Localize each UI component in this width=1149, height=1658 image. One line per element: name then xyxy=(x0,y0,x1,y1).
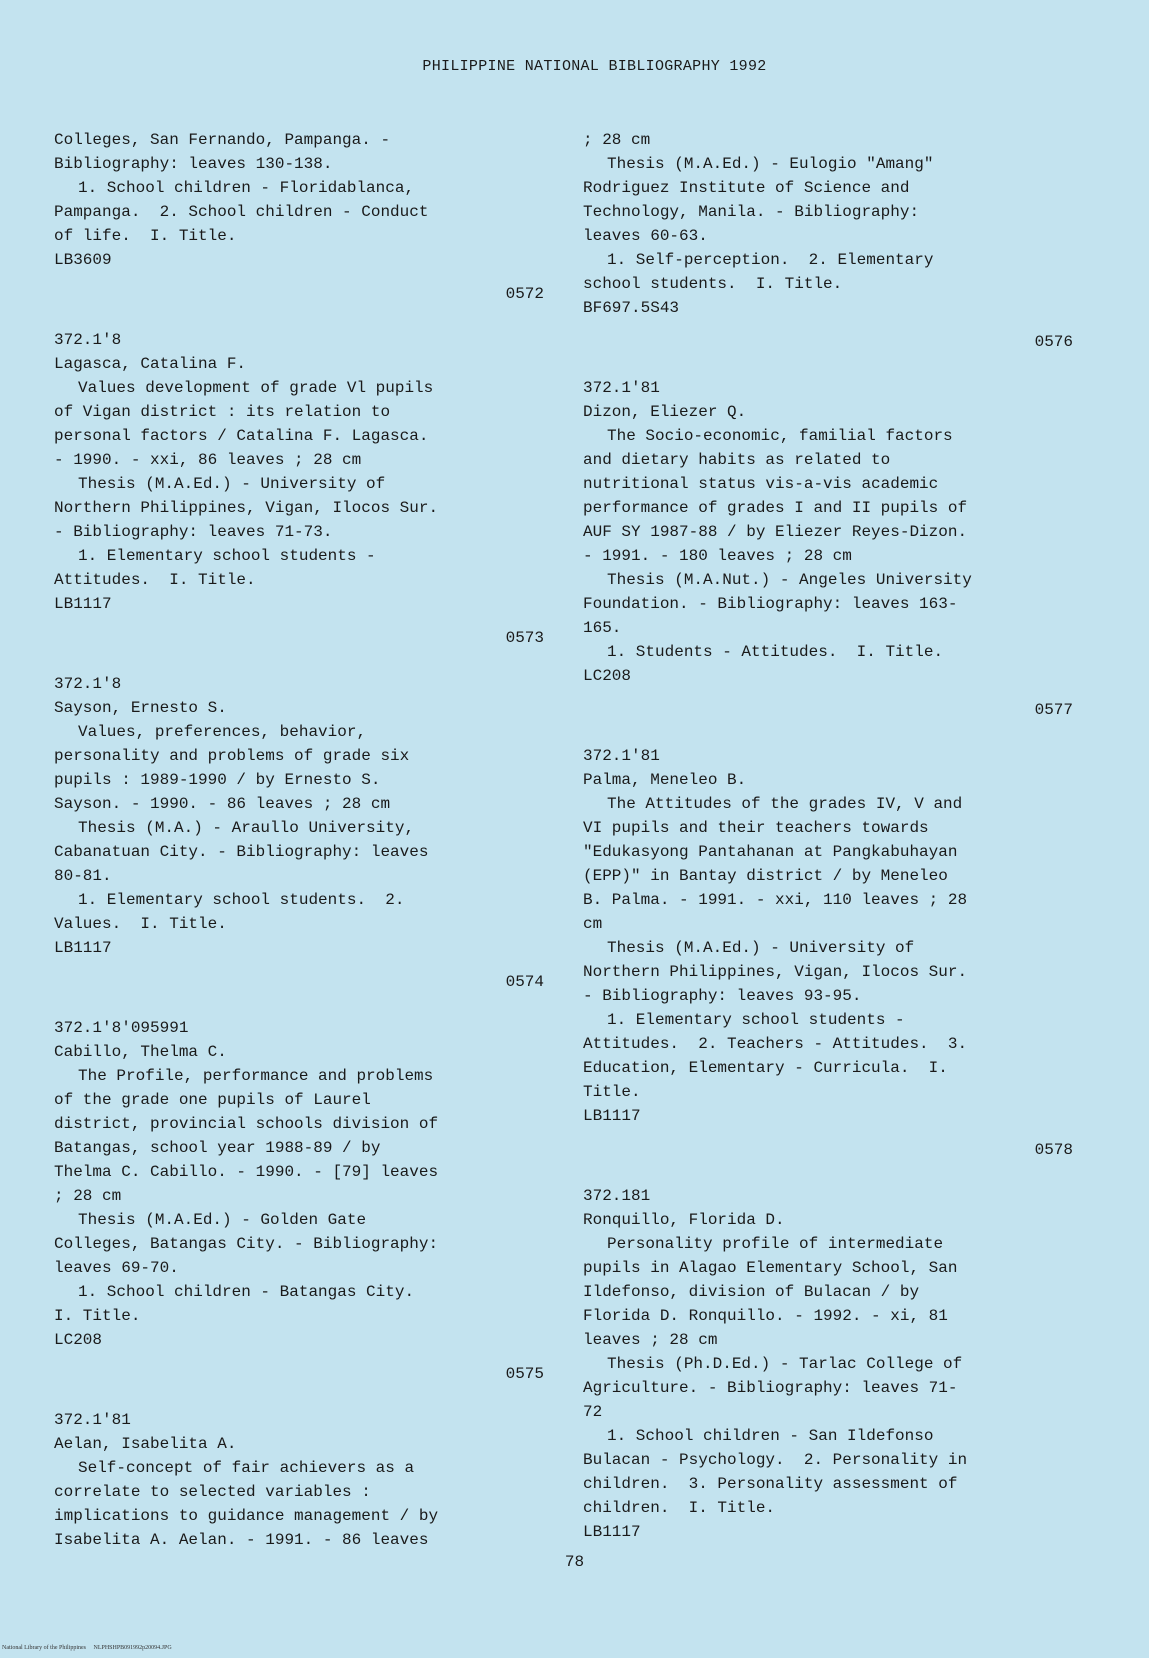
title-line: Sayson. - 1990. - 86 leaves ; 28 cm xyxy=(54,795,391,813)
call-number: LB1117 xyxy=(54,595,112,613)
subject-line: 1. School children - Floridablanca, xyxy=(78,179,415,197)
page-header: PHILIPPINE NATIONAL BIBLIOGRAPHY 1992 xyxy=(422,58,767,75)
call-number: LB1117 xyxy=(583,1523,641,1541)
title-line: of the grade one pupils of Laurel xyxy=(54,1091,371,1109)
title-line: and dietary habits as related to xyxy=(583,451,891,469)
note-line: leaves 60-63. xyxy=(583,227,708,245)
title-line: pupils : 1989-1990 / by Ernesto S. xyxy=(54,771,381,789)
entry-number: 0576 xyxy=(1034,333,1073,351)
left-column xyxy=(54,128,544,1552)
title-line: personality and problems of grade six xyxy=(54,747,410,765)
entry-line: Bibliography: leaves 130-138. xyxy=(54,155,333,173)
title-line: correlate to selected variables : xyxy=(54,1483,371,1501)
title-line: B. Palma. - 1991. - xxi, 110 leaves ; 28 xyxy=(583,891,968,909)
call-number: LB1117 xyxy=(54,939,112,957)
entry-0575-head xyxy=(54,1408,544,1552)
subject-line: children. I. Title. xyxy=(583,1499,776,1517)
right-column xyxy=(583,128,1073,1544)
author: Sayson, Ernesto S. xyxy=(54,699,227,717)
subject-line: Title. xyxy=(583,1083,641,1101)
call-number: LB1117 xyxy=(583,1107,641,1125)
entry-0576 xyxy=(583,376,1073,722)
title-line: VI pupils and their teachers towards xyxy=(583,819,929,837)
title-line: The Socio-economic, familial factors xyxy=(607,427,953,445)
subject-line: 1. School children - Batangas City. xyxy=(78,1283,415,1301)
call-number: LC208 xyxy=(583,667,632,685)
entry-number: 0572 xyxy=(505,285,544,303)
entry-0578 xyxy=(583,1184,1073,1544)
title-line: personal factors / Catalina F. Lagasca. xyxy=(54,427,429,445)
subject-line: of life. I. Title. xyxy=(54,227,237,245)
title-line: leaves ; 28 cm xyxy=(583,1331,718,1349)
call-number: LB3609 xyxy=(54,251,112,269)
classification-number: 372.1'8 xyxy=(54,675,122,693)
title-line: - 1990. - xxi, 86 leaves ; 28 cm xyxy=(54,451,362,469)
entry-0573 xyxy=(54,672,544,994)
entry-number: 0578 xyxy=(1034,1141,1073,1159)
title-line: ; 28 cm xyxy=(54,1187,122,1205)
footer-credit: National Library of the Philippines NLPHSHPB091992p20094.JPG xyxy=(2,1645,172,1651)
title-line: - 1991. - 180 leaves ; 28 cm xyxy=(583,547,852,565)
note-line: Northern Philippines, Vigan, Ilocos Sur. xyxy=(583,963,968,981)
author: Palma, Meneleo B. xyxy=(583,771,747,789)
classification-number: 372.1'81 xyxy=(583,747,660,765)
classification-number: 372.1'81 xyxy=(54,1411,131,1429)
title-line: Batangas, school year 1988-89 / by xyxy=(54,1139,381,1157)
title-line: district, provincial schools division of xyxy=(54,1115,439,1133)
entry-0574 xyxy=(54,1016,544,1386)
classification-number: 372.1'81 xyxy=(583,379,660,397)
subject-line: 1. Elementary school students - xyxy=(607,1011,905,1029)
note-line: Thesis (M.A.Ed.) - Eulogio "Amang" xyxy=(607,155,934,173)
note-line: Foundation. - Bibliography: leaves 163- xyxy=(583,595,958,613)
page-number: 78 xyxy=(564,1553,585,1571)
classification-number: 372.1'8'095991 xyxy=(54,1019,189,1037)
note-line: Thesis (M.A.Ed.) - University of xyxy=(78,475,386,493)
entry-line: Colleges, San Fernando, Pampanga. - xyxy=(54,131,391,149)
subject-line: Pampanga. 2. School children - Conduct xyxy=(54,203,429,221)
entry-line: ; 28 cm xyxy=(583,131,651,149)
entry-number: 0573 xyxy=(505,629,544,647)
subject-line: I. Title. xyxy=(54,1307,141,1325)
subject-line: Bulacan - Psychology. 2. Personality in xyxy=(583,1451,968,1469)
title-line: Isabelita A. Aelan. - 1991. - 86 leaves xyxy=(54,1531,429,1549)
call-number: BF697.5S43 xyxy=(583,299,680,317)
note-line: Northern Philippines, Vigan, Ilocos Sur. xyxy=(54,499,439,517)
note-line: - Bibliography: leaves 71-73. xyxy=(54,523,333,541)
note-line: Technology, Manila. - Bibliography: xyxy=(583,203,920,221)
note-line: Thesis (M.A.) - Araullo University, xyxy=(78,819,415,837)
entry-0571-tail xyxy=(54,128,544,306)
note-line: leaves 69-70. xyxy=(54,1259,179,1277)
title-line: "Edukasyong Pantahanan at Pangkabuhayan xyxy=(583,843,958,861)
entry-0572 xyxy=(54,328,544,650)
author: Ronquillo, Florida D. xyxy=(583,1211,785,1229)
title-line: The Profile, performance and problems xyxy=(78,1067,434,1085)
title-line: The Attitudes of the grades IV, V and xyxy=(607,795,963,813)
title-line: Ildefonso, division of Bulacan / by xyxy=(583,1283,920,1301)
subject-line: school students. I. Title. xyxy=(583,275,843,293)
title-line: nutritional status vis-a-vis academic xyxy=(583,475,939,493)
classification-number: 372.181 xyxy=(583,1187,651,1205)
note-line: - Bibliography: leaves 93-95. xyxy=(583,987,862,1005)
note-line: Colleges, Batangas City. - Bibliography: xyxy=(54,1235,439,1253)
subject-line: Education, Elementary - Curricula. I. xyxy=(583,1059,948,1077)
author: Aelan, Isabelita A. xyxy=(54,1435,237,1453)
title-line: Personality profile of intermediate xyxy=(607,1235,944,1253)
entry-number: 0577 xyxy=(1034,701,1073,719)
note-line: Rodriguez Institute of Science and xyxy=(583,179,910,197)
note-line: 80-81. xyxy=(54,867,112,885)
subject-line: 1. Self-perception. 2. Elementary xyxy=(607,251,934,269)
note-line: Agriculture. - Bibliography: leaves 71- xyxy=(583,1379,958,1397)
call-number: LC208 xyxy=(54,1331,103,1349)
note-line: Thesis (Ph.D.Ed.) - Tarlac College of xyxy=(607,1355,963,1373)
note-line: 165. xyxy=(583,619,622,637)
note-line: 72 xyxy=(583,1403,603,1421)
subject-line: children. 3. Personality assessment of xyxy=(583,1475,958,1493)
title-line: Florida D. Ronquillo. - 1992. - xi, 81 xyxy=(583,1307,948,1325)
entry-0575-tail xyxy=(583,128,1073,354)
title-line: cm xyxy=(583,915,603,933)
subject-line: Attitudes. 2. Teachers - Attitudes. 3. xyxy=(583,1035,968,1053)
title-line: Self-concept of fair achievers as a xyxy=(78,1459,415,1477)
subject-line: 1. Students - Attitudes. I. Title. xyxy=(607,643,944,661)
subject-line: 1. Elementary school students. 2. xyxy=(78,891,405,909)
subject-line: 1. Elementary school students - xyxy=(78,547,376,565)
title-line: Values development of grade Vl pupils xyxy=(78,379,434,397)
note-line: Thesis (M.A.Ed.) - Golden Gate xyxy=(78,1211,367,1229)
title-line: Thelma C. Cabillo. - 1990. - [79] leaves xyxy=(54,1163,439,1181)
entry-0577 xyxy=(583,744,1073,1162)
subject-line: Attitudes. I. Title. xyxy=(54,571,256,589)
subject-line: Values. I. Title. xyxy=(54,915,227,933)
note-line: Thesis (M.A.Ed.) - University of xyxy=(607,939,915,957)
title-line: of Vigan district : its relation to xyxy=(54,403,391,421)
title-line: pupils in Alagao Elementary School, San xyxy=(583,1259,958,1277)
entry-number: 0575 xyxy=(505,1365,544,1383)
author: Dizon, Eliezer Q. xyxy=(583,403,747,421)
author: Lagasca, Catalina F. xyxy=(54,355,247,373)
author: Cabillo, Thelma C. xyxy=(54,1043,227,1061)
title-line: Values, preferences, behavior, xyxy=(78,723,367,741)
classification-number: 372.1'8 xyxy=(54,331,122,349)
entry-number: 0574 xyxy=(505,973,544,991)
title-line: AUF SY 1987-88 / by Eliezer Reyes-Dizon. xyxy=(583,523,968,541)
title-line: (EPP)" in Bantay district / by Meneleo xyxy=(583,867,948,885)
title-line: implications to guidance management / by xyxy=(54,1507,439,1525)
note-line: Cabanatuan City. - Bibliography: leaves xyxy=(54,843,429,861)
subject-line: 1. School children - San Ildefonso xyxy=(607,1427,934,1445)
title-line: performance of grades I and II pupils of xyxy=(583,499,968,517)
note-line: Thesis (M.A.Nut.) - Angeles University xyxy=(607,571,972,589)
